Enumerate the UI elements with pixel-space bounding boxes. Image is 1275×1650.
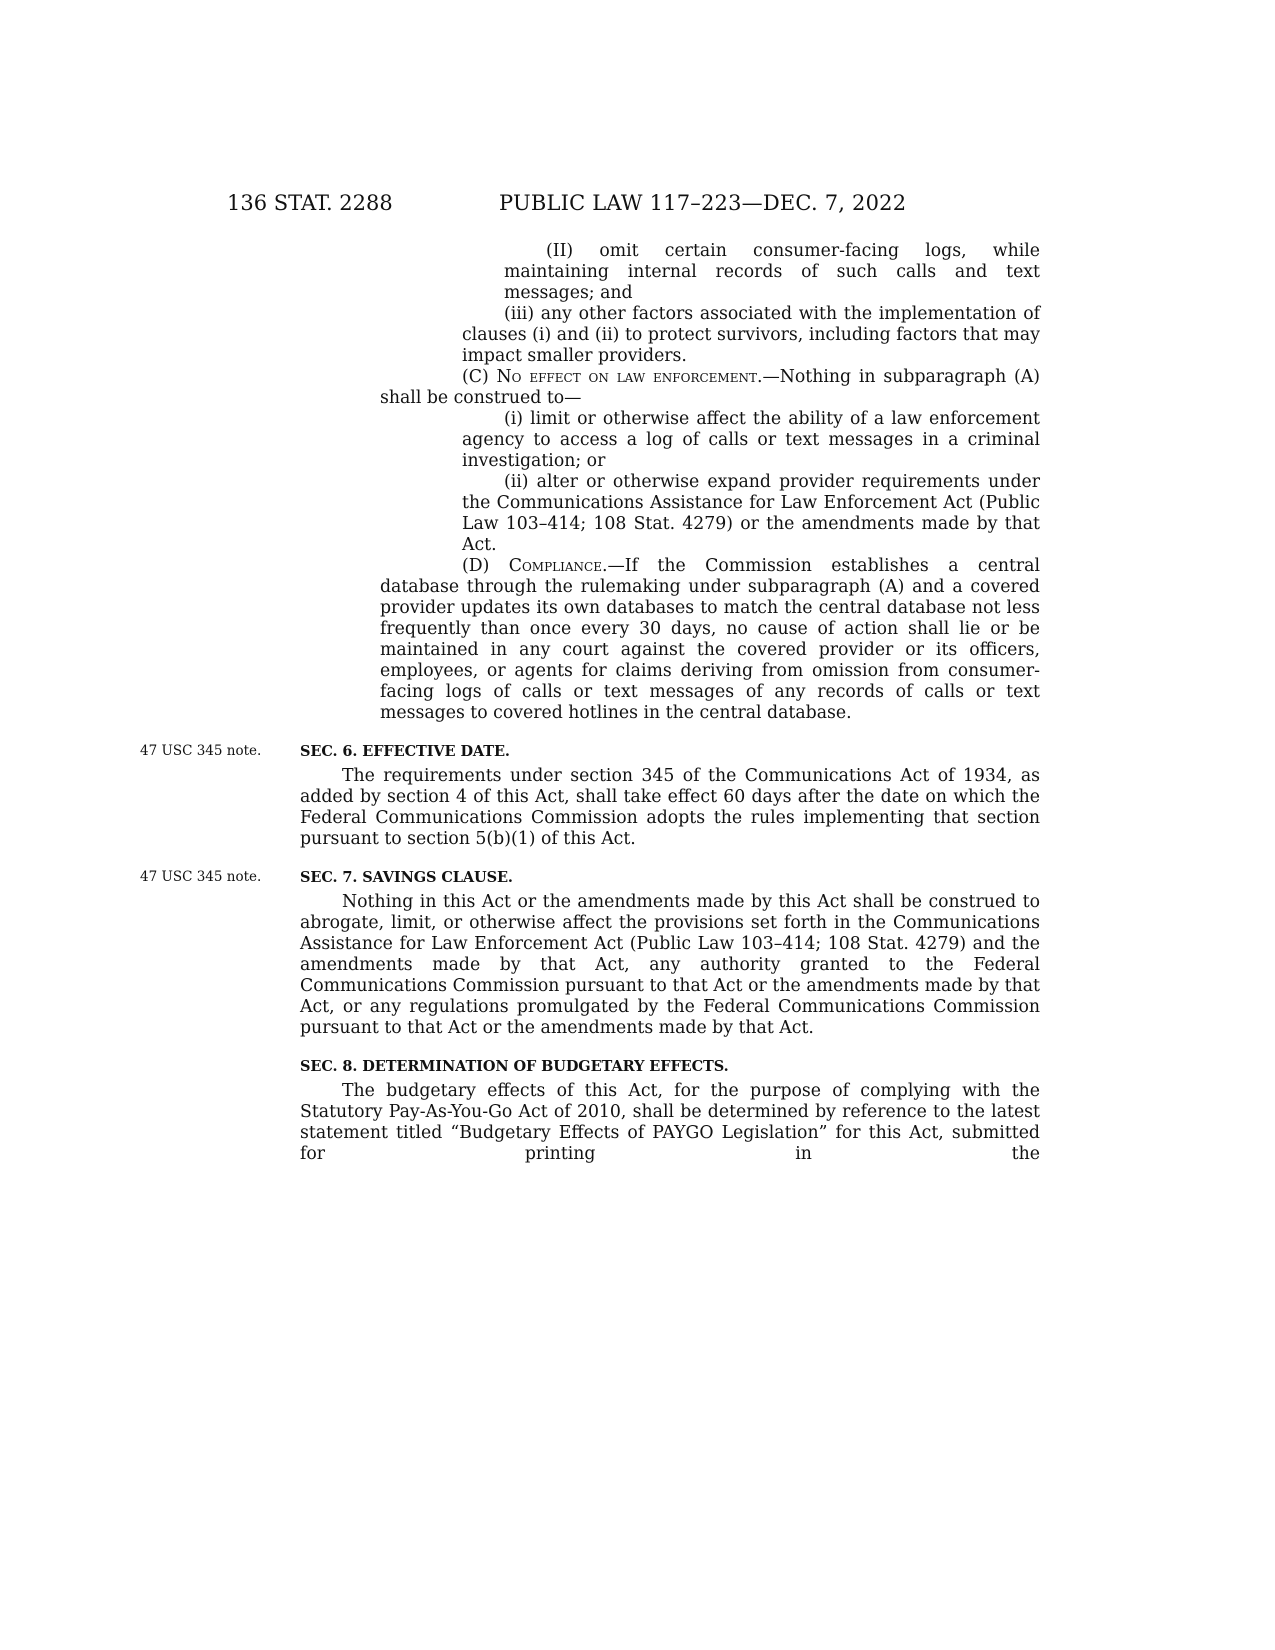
stat-citation: 136 STAT. 2288 (227, 191, 393, 215)
subparagraph-d (380, 556, 1040, 724)
page-title: PUBLIC LAW 117–223—DEC. 7, 2022 (499, 191, 907, 215)
section-6-heading: SEC. 6. EFFECTIVE DATE. (300, 743, 510, 760)
clause-II: (II) omit certain consumer-facing logs, while maintaining internal records of such calls and text messages; and (504, 241, 1040, 303)
section-8-body: The budgetary effects of this Act, for the purpose of complying with the Statutory Pay-As-You-Go Act of 2010, shall be determined by reference to the latest statement titled “Budgetary Effects of PAYGO Legislation” for this Act, submitted for printing in the (300, 1081, 1040, 1164)
subparagraph-d-text: .—If the Commission establishes a central database through the rulemaking under subparagraph (A) and a covered provider updates its own databases to match the central database not less frequently than once every 30 days, no cause of action shall lie or be maintained in any court against the covered provider or its officers, employees, or agents for claims deriving from omission from consumer-facing logs of calls or text messages of any records of calls or text messages to covered hotlines in the central database. (380, 556, 1040, 723)
section-6-body: The requirements under section 345 of the Communications Act of 1934, as added by section 4 of this Act, shall take effect 60 days after the date on which the Federal Communications Commission adopts the rules implementing that section pursuant to section 5(b)(1) of this Act. (300, 766, 1040, 849)
page-header (227, 185, 1037, 221)
section-6-heading-row (140, 739, 1040, 760)
subparagraph-c-label: (C) (462, 367, 497, 387)
margin-note-sec6: 47 USC 345 note. (140, 743, 262, 759)
subparagraph-d-heading: Compliance (508, 556, 602, 576)
subparagraph-c-heading: No effect on law enforcement (496, 367, 757, 387)
subparagraph-c (380, 367, 1040, 409)
clause-c-i: (i) limit or otherwise affect the ability of a law enforcement agency to access a log of calls or text messages in a criminal investigation; or (462, 409, 1040, 471)
section-8-heading-row (300, 1054, 1040, 1075)
section-7-heading: SEC. 7. SAVINGS CLAUSE. (300, 869, 513, 886)
section-7-heading-row (140, 865, 1040, 886)
clause-c-ii: (ii) alter or otherwise expand provider requirements under the Communications Assistance for Law Enforcement Act (Public Law 103–414; 108 Stat. 4279) or the amendments made by that Act. (462, 472, 1040, 555)
section-7-body: Nothing in this Act or the amendments made by this Act shall be construed to abrogate, limit, or otherwise affect the provisions set forth in the Communications Assistance for Law Enforcement Act (Public Law 103–414; 108 Stat. 4279) and the amendments made by that Act, any authority granted to the Federal Communications Commission pursuant to that Act or the amendments made by that Act, or any regulations promulgated by the Federal Communications Commission pursuant to that Act or the amendments made by that Act. (300, 892, 1040, 1038)
section-8-heading: SEC. 8. DETERMINATION OF BUDGETARY EFFECTS. (300, 1058, 729, 1075)
subparagraph-d-label: (D) (462, 556, 509, 576)
document-body (140, 241, 1040, 1165)
margin-note-sec7: 47 USC 345 note. (140, 869, 262, 885)
clause-iii: (iii) any other factors associated with the implementation of clauses (i) and (ii) to protect survivors, including factors that may impact smaller providers. (462, 304, 1040, 366)
subparagraph-c-text: .—Nothing in subparagraph (A) shall be construed to— (380, 367, 1040, 408)
